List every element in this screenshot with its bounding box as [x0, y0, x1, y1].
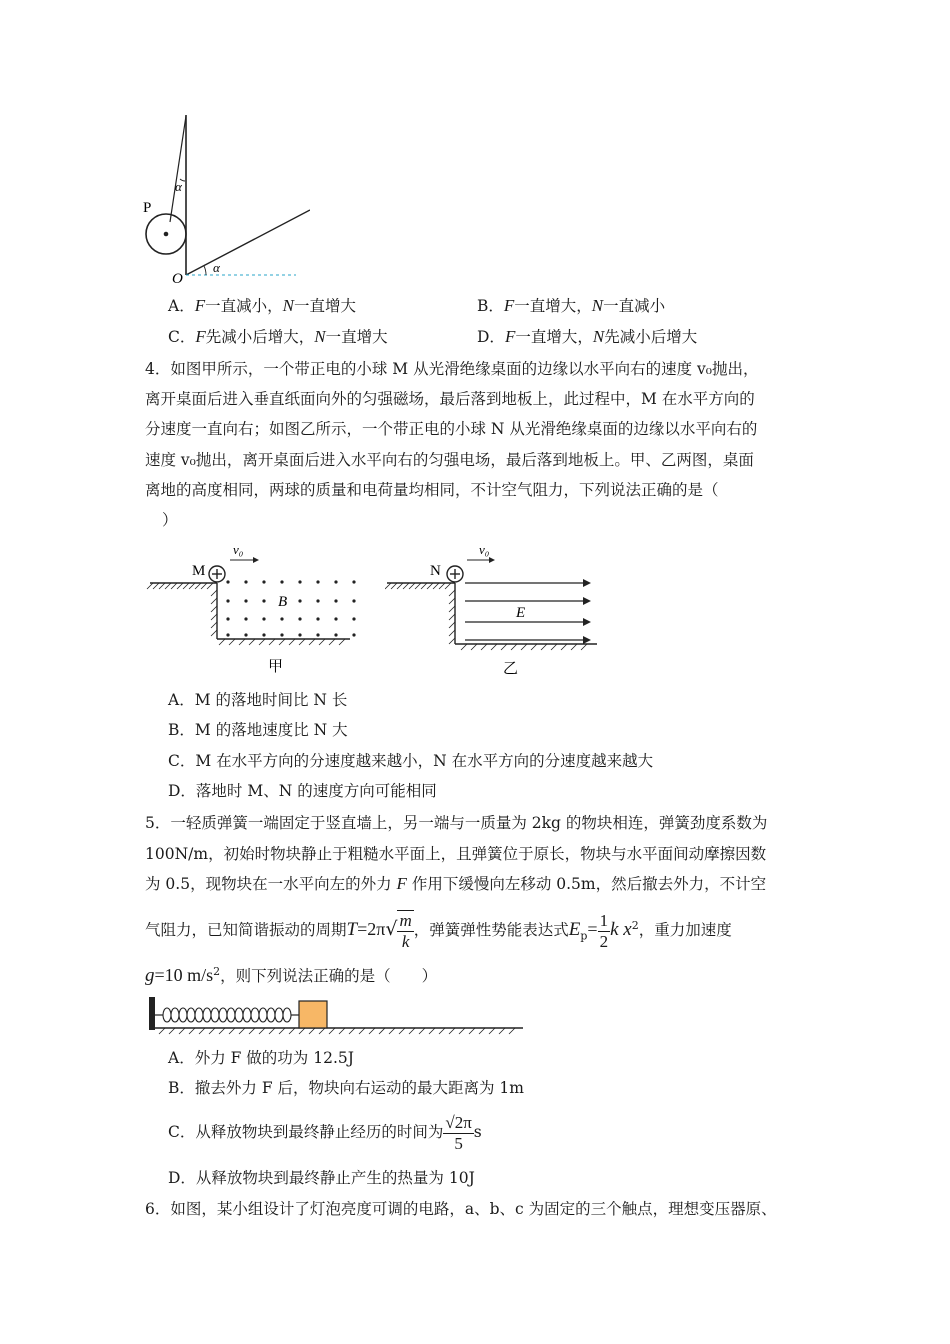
q5-line-2: 100N/m，初始时物块静止于粗糙水平面上，且弹簧位于原长，物块与水平面间动摩擦因数: [145, 845, 767, 863]
q4-option-c: C．M 在水平方向的分速度越来越小，N 在水平方向的分速度越来越大: [168, 752, 654, 770]
q5-option-a: A．外力 F 做的功为 12.5J: [168, 1049, 354, 1067]
label-alpha-top: α: [175, 179, 182, 194]
q3-option-a: A．F一直减小，N一直增大: [168, 296, 356, 315]
sqrt-icon: √: [385, 918, 398, 941]
label-p: P: [143, 200, 152, 216]
q4-line-5: 离地的高度相同，两球的质量和电荷量均相同，不计空气阻力，下列说法正确的是（: [145, 481, 719, 499]
label-o: O: [172, 271, 183, 285]
label-v0-jia: v₀: [233, 542, 244, 557]
q3-option-c: C．F先减小后增大，N一直增大: [168, 327, 388, 346]
q5-option-b: B．撤去外力 F 后，物块向右运动的最大距离为 1m: [168, 1079, 524, 1097]
q4-line-4: 速度 v₀抛出，离开桌面后进入水平向右的匀强电场，最后落到地板上。甲、乙两图，桌面: [145, 451, 754, 469]
q5-line-5: g=10 $m/s^2$，则下列说法正确的是（ ）: [145, 965, 438, 987]
q4-option-b: B．M 的落地速度比 N 大: [168, 721, 348, 739]
q3-option-b: B．F一直增大，N一直减小: [477, 296, 666, 315]
spring-block-figure: [145, 994, 525, 1036]
label-e-field: E: [516, 605, 526, 621]
q4-option-a: A．M 的落地时间比 N 长: [168, 691, 348, 709]
period-fraction: $\frac{m}{k}$: [399, 911, 412, 952]
q5-option-d: D．从释放物块到最终静止产生的热量为 10J: [168, 1169, 475, 1187]
q4-option-d: D．落地时 M、N 的速度方向可能相同: [168, 782, 437, 800]
q4-line-3: 分速度一直向右；如图乙所示，一个带正电的小球 N 从光滑绝缘桌面的边缘以水平向右的: [145, 420, 758, 438]
q4-line-1: 4．如图甲所示，一个带正电的小球 M 从光滑绝缘桌面的边缘以水平向右的速度 v₀抛出，: [145, 360, 759, 378]
label-alpha-bottom: α: [213, 260, 220, 275]
time-fraction: $\frac{√2\pi}{5}$: [445, 1112, 472, 1153]
q5-line-3: 为 0.5，现物块在一水平向左的外力 F 作用下缓慢向左移动 0.5m，然后撤去外力，不计空: [145, 874, 767, 893]
q4-line-2: 离开桌面后进入垂直纸面向外的匀强磁场，最后落到地板上，此过程中，M 在水平方向的: [145, 390, 755, 408]
figure-jia: [145, 538, 370, 678]
ep-fraction: $\frac{1}{2}$: [599, 910, 609, 951]
caption-jia: 甲: [268, 659, 284, 675]
q3-option-d: D．F一直增大，N先减小后增大: [477, 327, 698, 346]
caption-yi: 乙: [503, 661, 519, 677]
q5-option-c: C．从释放物块到最终静止经历的时间为 $\frac{√2\pi}{5}$ s: [168, 1112, 482, 1153]
wall-ball-incline-figure: [140, 110, 310, 285]
label-b-field: B: [278, 594, 288, 610]
label-m: M: [192, 563, 206, 579]
q4-line-6: ）: [162, 511, 178, 529]
q6-line-1: 6．如图，某小组设计了灯泡亮度可调的电路，a、b、c 为固定的三个触点，理想变压器原、: [145, 1200, 777, 1218]
figure-yi: [385, 538, 600, 678]
label-v0-yi: v₀: [479, 542, 490, 557]
q5-line-1: 5．一轻质弹簧一端固定于竖直墙上，另一端与一质量为 2kg 的物块相连，弹簧劲度系数为: [145, 814, 768, 832]
q5-line-4: 气阻力，已知简谐振动的周期T=2π√ $\frac{m}{k}$ ，弹簧弹性势能表达式$E_p=$ $\frac{1}{2}$ k $x^2$，重力加速度: [145, 910, 732, 952]
label-n: N: [430, 563, 441, 579]
